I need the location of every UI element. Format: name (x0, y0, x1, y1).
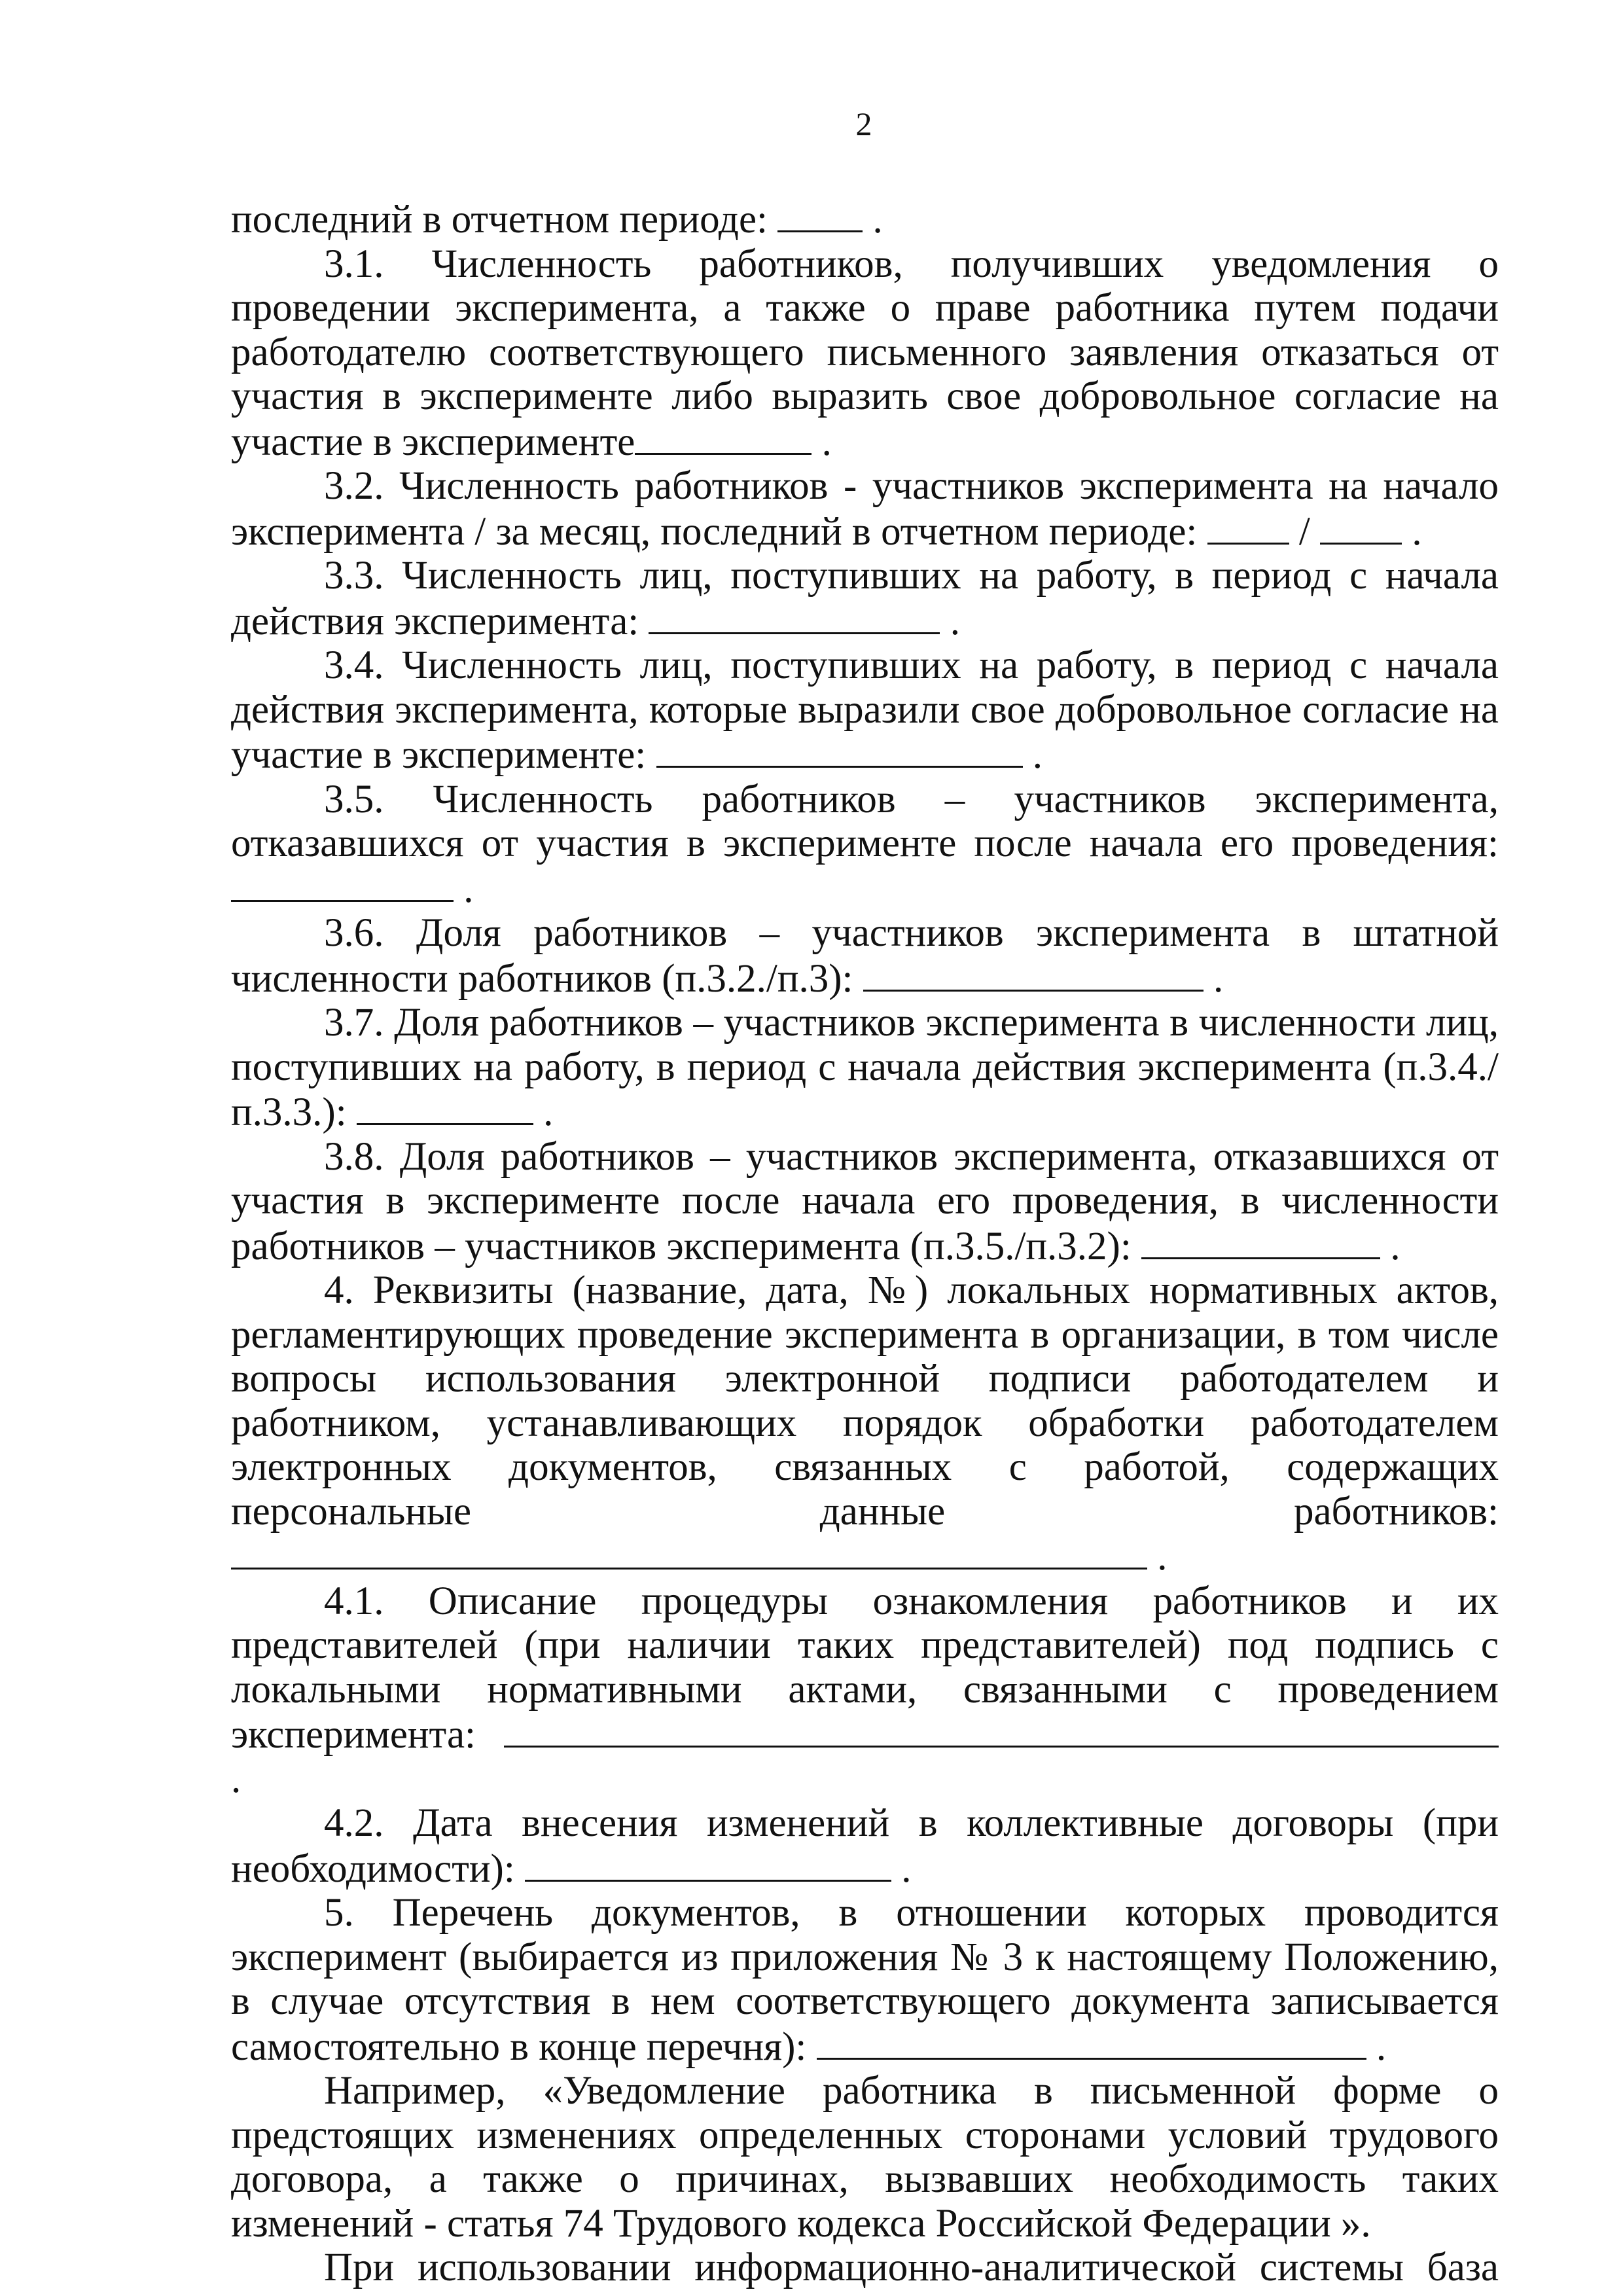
fill-blank (504, 1712, 1499, 1748)
paragraph-3-6 (231, 911, 1499, 1001)
paragraph-example (231, 2069, 1499, 2246)
text: 3.8. Доля работников – участников эксперимента, отказавшихся от участия в эксперименте после начала его проведения, в численности работников – участников эксперимента (п.3.5./п.3.2): (231, 1134, 1499, 1268)
paragraph-3-4 (231, 643, 1499, 778)
text: . (1366, 2024, 1387, 2069)
text: 3.6. Доля работников – участников эксперимента в штатной численности работников (п.3.2./п.3): (231, 911, 1499, 1001)
document-body (231, 196, 1499, 2290)
text: . (1402, 509, 1422, 554)
text: 3.4. Численность лиц, поступивших на работу, в период с начала действия эксперимента, которые выразили свое добровольное согласие на участие в эксперименте: (231, 643, 1499, 777)
text: 4.2. Дата внесения изменений в коллективные договоры (при необходимости): (231, 1801, 1499, 1891)
text: / (1289, 509, 1321, 554)
fill-blank (635, 419, 812, 455)
text: 4. Реквизиты (название, дата, №) локальных нормативных актов, регламентирующих проведение эксперимента в организации, в том числе вопросы использования электронной подписи работодателем и работником, устанавливающих порядок обработки работодателем электронных документов, связанных с работой, содержащих персональные данные работников: (231, 1268, 1499, 1534)
text: . (231, 1757, 241, 1801)
text: последний в отчетном периоде: (231, 198, 778, 242)
fill-blank (1207, 509, 1289, 545)
text: . (1380, 1224, 1400, 1268)
fill-blank (357, 1089, 533, 1125)
text: 3.5. Численность работников – участников эксперимента, отказавшихся от участия в эксперименте после начала его проведения: (231, 777, 1499, 865)
text: . (863, 198, 883, 242)
text: . (454, 867, 474, 911)
text: Например, «Уведомление работника в письменной форме о предстоящих изменениях определенных сторонами условий трудового договора, а также о причинах, вызвавших необходимость таких изменений - статья 74 Трудового кодекса Российской Федерации ». (231, 2069, 1499, 2246)
text: 3.3. Численность лиц, поступивших на работу, в период с начала действия эксперимента: (231, 554, 1499, 643)
text: При использовании информационно-аналитической системы база (324, 2246, 1499, 2289)
paragraph-ias (231, 2246, 1499, 2290)
text: . (1022, 733, 1043, 777)
text: 3.1. Численность работников, получивших уведомления о проведении эксперимента, а также о праве работника путем подачи работодателю соответствующего письменного заявления отказаться от участия в эксперименте либо выразить свое добровольное согласие на участие в эксперименте (231, 242, 1499, 464)
fill-blank (231, 866, 454, 902)
fill-blank (777, 196, 863, 232)
text: . (1203, 956, 1224, 1001)
text: 3.2. Численность работников - участников эксперимента на начало эксперимента / за месяц, последний в отчетном периоде: (231, 464, 1499, 554)
paragraph-4 (231, 1268, 1499, 1579)
fill-blank (656, 732, 1023, 768)
text: . (940, 599, 960, 643)
paragraph-3-7 (231, 1001, 1499, 1135)
text: . (812, 420, 832, 464)
page-number: 2 (855, 105, 872, 142)
fill-blank (649, 598, 940, 634)
fill-blank (525, 1846, 891, 1882)
text: 4.1. Описание процедуры ознакомления работников и их представителей (при наличии таких представителей) под подпись с локальными нормативными актами, связанными с проведением эксперимента: (231, 1579, 1499, 1757)
text: 3.7. Доля работников – участников эксперимента в численности лиц, поступивших на работу, в период с начала действия эксперимента (п.3.4./п.3.3.): (231, 1001, 1499, 1134)
fill-blank (1320, 509, 1402, 545)
paragraph-3-8 (231, 1135, 1499, 1269)
text: . (533, 1090, 554, 1134)
paragraph-3-2 (231, 464, 1499, 554)
fill-blank (231, 1534, 1147, 1570)
paragraph-4-2 (231, 1801, 1499, 1891)
fill-blank (1141, 1223, 1380, 1259)
text: 5. Перечень документов, в отношении которых проводится эксперимент (выбирается из приложения № 3 к настоящему Положению, в случае отсутствия в нем соответствующего документа записывается самостоятельно в конце перечня): (231, 1891, 1499, 2069)
fill-blank (863, 956, 1204, 992)
paragraph-3-3 (231, 554, 1499, 643)
text: . (891, 1846, 912, 1891)
fill-blank (817, 2024, 1366, 2060)
paragraph-4-1 (231, 1579, 1499, 1802)
paragraph-3-5 (231, 778, 1499, 912)
paragraph-3-1 (231, 242, 1499, 465)
paragraph-5 (231, 1891, 1499, 2069)
text: . (1147, 1535, 1168, 1579)
paragraph-continuation (231, 196, 1499, 242)
